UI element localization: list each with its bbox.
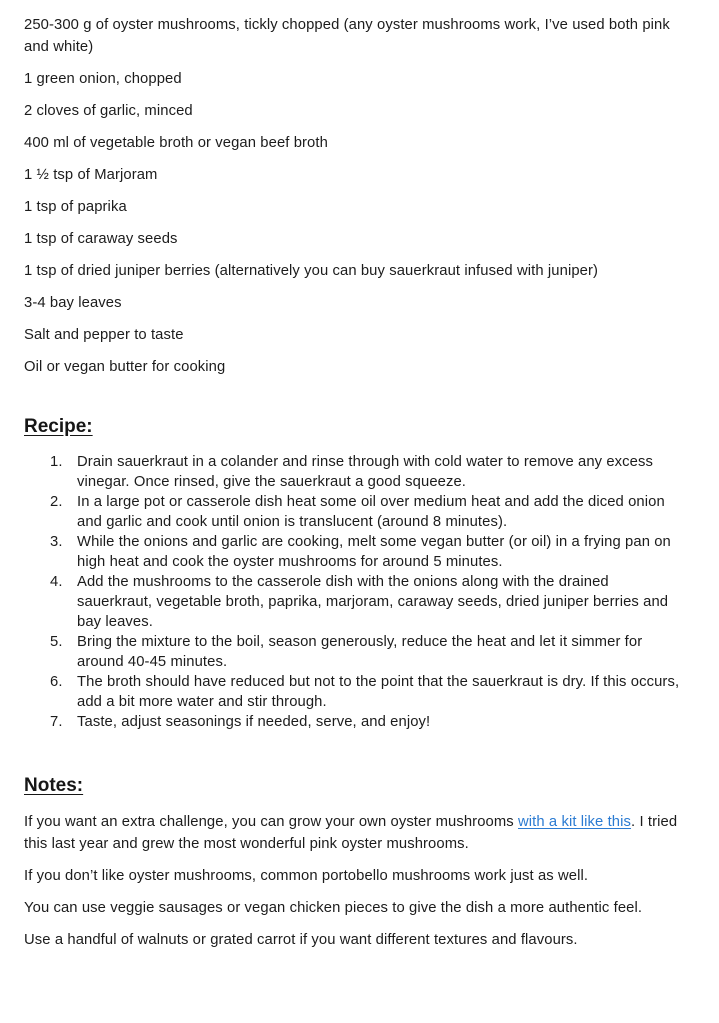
note-text-before-link: If you want an extra challenge, you can grow your own oyster mushrooms: [24, 814, 518, 830]
step-number: 2.: [50, 494, 63, 510]
ingredient-line: Salt and pepper to taste: [24, 327, 184, 343]
recipe-step: [50, 532, 686, 572]
step-text: The broth should have reduced but not to the point that the sauerkraut is dry. If this occurs, add a bit more water and stir through.: [77, 674, 680, 710]
ingredient-line: 250-300 g of oyster mushrooms, tickly chopped (any oyster mushrooms work, I’ve used both pink and white): [24, 17, 670, 55]
step-number: 4.: [50, 574, 63, 590]
step-text: While the onions and garlic are cooking, melt some vegan butter (or oil) in a frying pan on high heat and cook the oyster mushrooms for around 5 minutes.: [77, 534, 671, 570]
notes-heading: Notes:: [24, 775, 84, 796]
step-number: 7.: [50, 714, 63, 730]
grow-kit-link[interactable]: with a kit like this: [518, 814, 632, 830]
recipe-step: [50, 492, 686, 532]
note-paragraph: Use a handful of walnuts or grated carrot if you want different textures and flavours.: [24, 932, 578, 948]
recipe-step: [50, 572, 686, 632]
ingredient-line: 1 ½ tsp of Marjoram: [24, 167, 158, 183]
step-text: In a large pot or casserole dish heat some oil over medium heat and add the diced onion and garlic and cook until onion is translucent (around 8 minutes).: [77, 494, 665, 530]
step-number: 3.: [50, 534, 63, 550]
step-number: 1.: [50, 454, 63, 470]
recipe-heading: Recipe:: [24, 416, 93, 437]
ingredient-line: 1 tsp of caraway seeds: [24, 231, 178, 247]
note-paragraph: You can use veggie sausages or vegan chicken pieces to give the dish a more authentic feel.: [24, 900, 643, 916]
note-paragraph: If you don’t like oyster mushrooms, common portobello mushrooms work just as well.: [24, 868, 589, 884]
recipe-step: [50, 632, 686, 672]
ingredient-line: 2 cloves of garlic, minced: [24, 103, 193, 119]
note-paragraph-with-link: [24, 811, 686, 855]
step-number: 5.: [50, 634, 63, 650]
step-text: Add the mushrooms to the casserole dish with the onions along with the drained sauerkraut, vegetable broth, paprika, marjoram, caraway seeds, dried juniper berries and bay leaves.: [77, 574, 669, 630]
recipe-steps-list: [24, 452, 686, 732]
ingredient-line: 400 ml of vegetable broth or vegan beef broth: [24, 135, 328, 151]
ingredient-line: 1 green onion, chopped: [24, 71, 182, 87]
recipe-step: [50, 712, 686, 732]
recipe-step: [50, 452, 686, 492]
ingredient-line: 3-4 bay leaves: [24, 295, 122, 311]
recipe-step: [50, 672, 686, 712]
ingredient-line: 1 tsp of dried juniper berries (alternatively you can buy sauerkraut infused with juniper): [24, 263, 599, 279]
ingredient-line: Oil or vegan butter for cooking: [24, 359, 226, 375]
step-number: 6.: [50, 674, 63, 690]
step-text: Taste, adjust seasonings if needed, serve, and enjoy!: [77, 714, 431, 730]
step-text: Drain sauerkraut in a colander and rinse through with cold water to remove any excess vinegar. Once rinsed, give the sauerkraut a good squeeze.: [77, 454, 654, 490]
step-text: Bring the mixture to the boil, season generously, reduce the heat and let it simmer for around 40-45 minutes.: [77, 634, 643, 670]
ingredient-line: 1 tsp of paprika: [24, 199, 127, 215]
note-text-after-link: . I tried this last year and grew the most wonderful pink oyster mushrooms.: [24, 814, 678, 852]
